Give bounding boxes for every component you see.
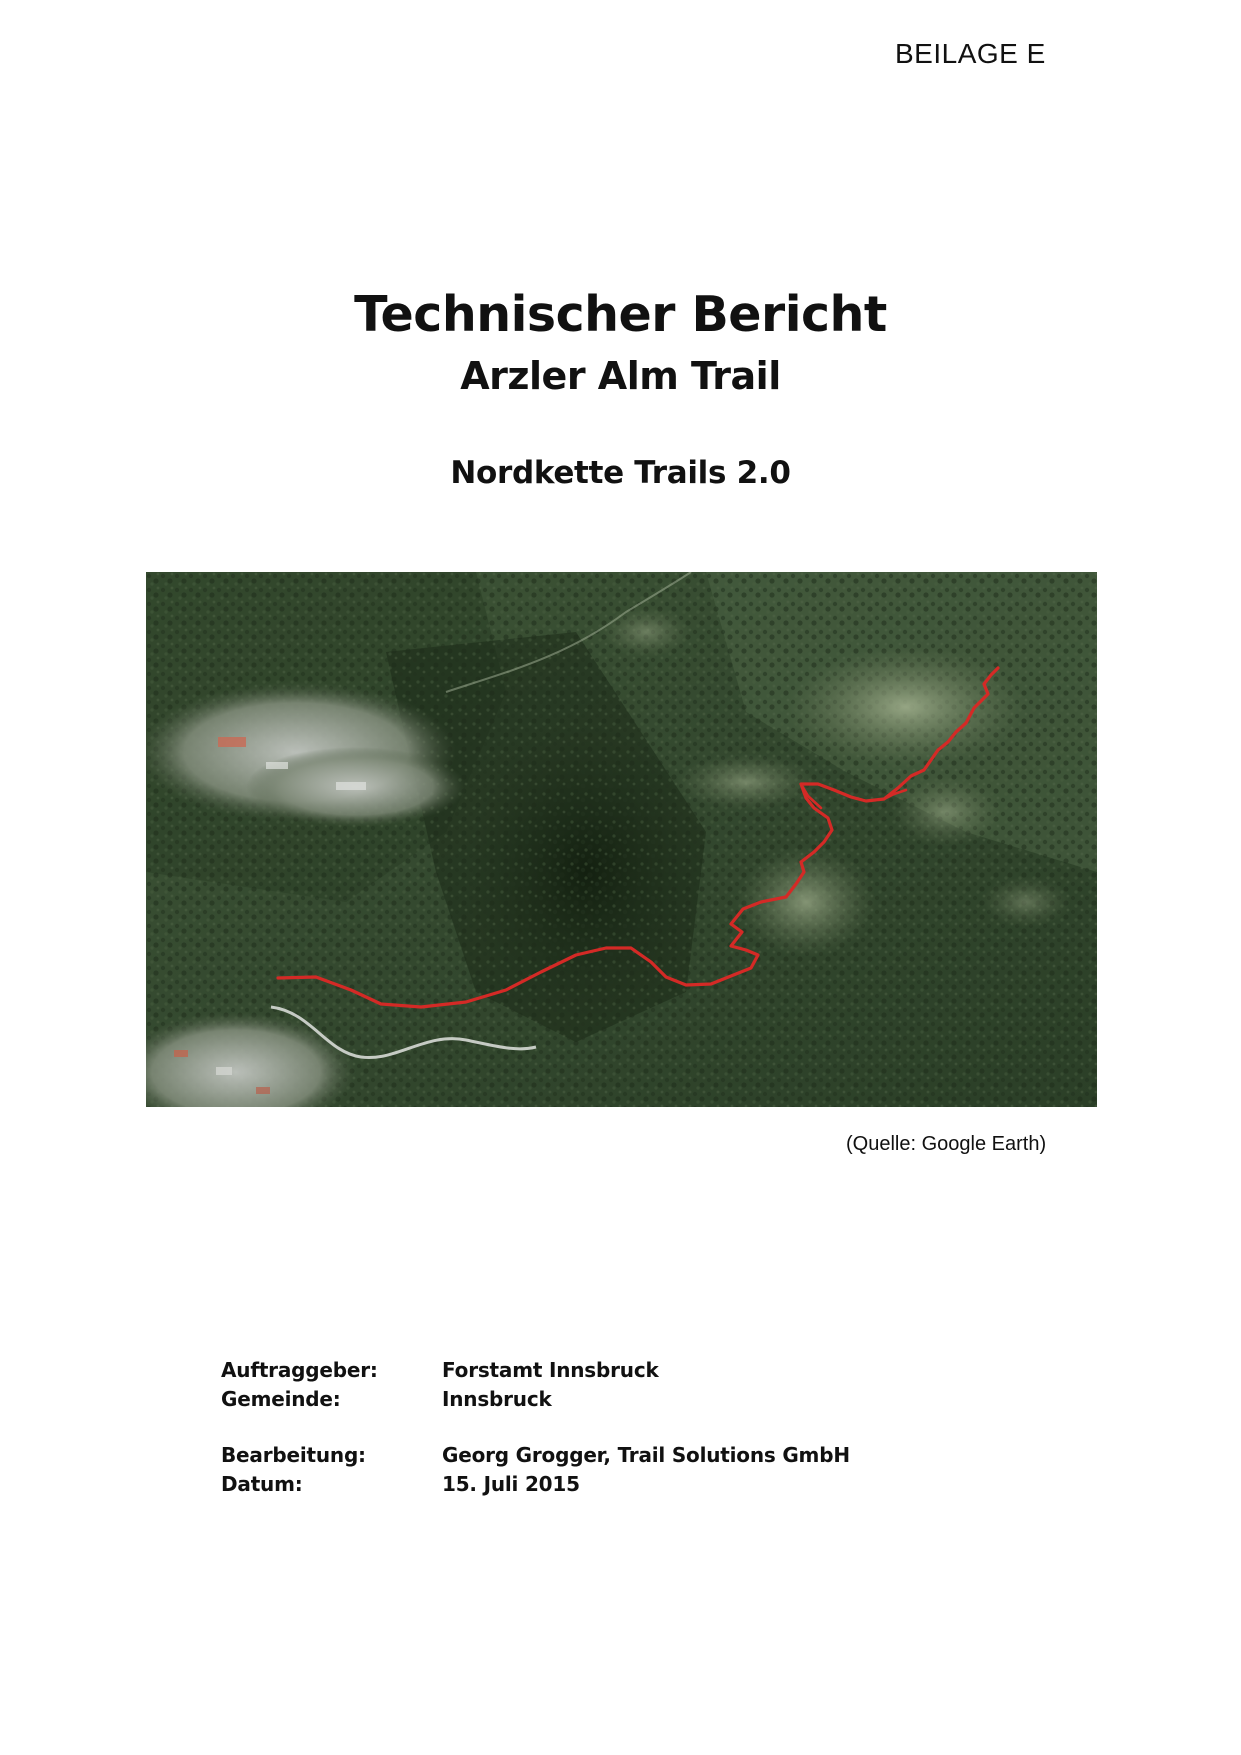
client-row [221,1355,850,1384]
client-value: Forstamt Innsbruck [442,1357,659,1382]
report-details [221,1355,850,1498]
report-subtitle: Arzler Alm Trail [460,354,781,398]
municipality-value: Innsbruck [442,1386,552,1411]
report-title: Technischer Bericht [354,286,887,343]
editor-value: Georg Grogger, Trail Solutions GmbH [442,1442,850,1467]
editor-row [221,1440,850,1469]
aerial-map-image [146,572,1097,1107]
editor-label: Bearbeitung: [221,1442,366,1467]
date-value: 15. Juli 2015 [442,1471,580,1496]
municipality-label: Gemeinde: [221,1386,341,1411]
annex-label: BEILAGE E [895,38,1046,69]
municipality-row [221,1384,850,1413]
project-name: Nordkette Trails 2.0 [450,455,791,491]
date-label: Datum: [221,1471,303,1496]
client-label: Auftraggeber: [221,1357,378,1382]
image-source-caption: (Quelle: Google Earth) [846,1133,1047,1155]
date-row [221,1469,850,1498]
info-spacer [221,1413,850,1440]
